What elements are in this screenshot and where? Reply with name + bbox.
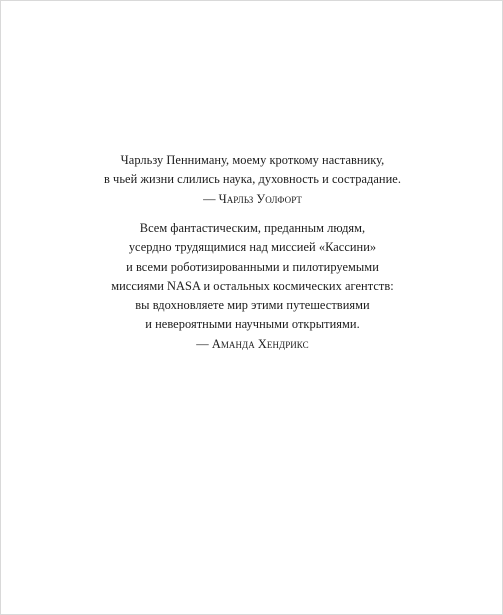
dedication-line: Всем фантастическим, преданным людям, [139,221,366,235]
dedication-signature: — Чарльз Уолфорт [203,191,302,206]
dedication-hendrix [1,219,503,354]
dedication-walforth [1,151,503,209]
dedication-line: миссиями NASA и остальных космических агентств: [111,278,394,293]
dedication-line: и всеми роботизированными и пилотируемыми [126,259,379,274]
dedication-signature: — Аманда Хендрикс [196,336,309,351]
dedication-line: вы вдохновляете мир этими путешествиями [135,298,370,313]
dedication-line: усердно трудящимися над миссией «Кассини» [128,240,377,255]
dedication-line: в чьей жизни слились наука, духовность и сострадание. [104,172,401,187]
dedication-line: Чарльзу Пенниману, моему кроткому наставнику, [120,153,385,167]
dedication-line: и невероятными научными открытиями. [145,317,360,332]
